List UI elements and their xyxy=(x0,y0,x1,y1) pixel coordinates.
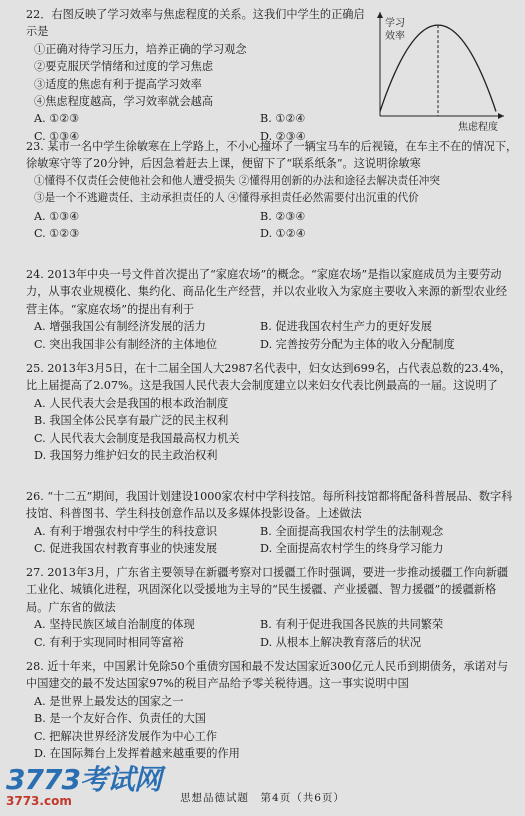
q23-statement-2: ③是一个不逃避责任、主动承担责任的人 ④懂得承担责任必然需要付出沉重的代价 xyxy=(34,192,419,205)
question-25-stem: 25. 2013年3月5日，在十二届全国人大2987名代表中，妇女达到699名，占代表总数的23.4%，比上届提高了2.07%。这是我国人民代表大会制度建立以来妇女代表比例最高的一届。这说明了 xyxy=(26,362,512,393)
q23-options xyxy=(26,208,518,243)
q26-options xyxy=(26,523,518,558)
q22-option-a[interactable]: A. ①②③ xyxy=(34,112,80,126)
x-axis-arrow-icon xyxy=(498,113,504,119)
q27-option-a[interactable]: A. 坚持民族区域自治制度的体现 xyxy=(34,618,195,632)
q22-statement-4: ④焦虑程度越高，学习效率就会越高 xyxy=(34,95,214,109)
page-footer: 思想品德试题 第4页（共6页） xyxy=(180,792,345,804)
site-logo-text: 3773考试网 xyxy=(6,763,161,796)
q28-option-b[interactable]: B. 是一个友好合作、负责任的大国 xyxy=(34,712,206,726)
question-25 xyxy=(26,360,518,464)
question-28-stem: 28. 近十年来，中国累计免除50个重债穷国和最不发达国家近300亿元人民币到期债务，承诺对与中国建交的最不发达国家97%的税目产品给予零关税待遇。这一事实说明中国 xyxy=(26,660,509,691)
question-27 xyxy=(26,564,518,651)
question-23 xyxy=(26,138,518,242)
chart-y-label-2: 效率 xyxy=(385,31,405,42)
q24-option-b[interactable]: B. 促进我国农村生产力的更好发展 xyxy=(260,320,432,334)
q23-option-d[interactable]: D. ①②④ xyxy=(260,227,306,241)
q28-option-c[interactable]: C. 把解决世界经济发展作为中心工作 xyxy=(34,729,218,743)
q23-option-a[interactable]: A. ①③④ xyxy=(34,209,80,223)
q27-option-b[interactable]: B. 有利于促进我国各民族的共同繁荣 xyxy=(260,618,444,632)
q22-statement-1: ①正确对待学习压力，培养正确的学习观念 xyxy=(34,42,247,56)
q22-option-b[interactable]: B. ①②④ xyxy=(260,112,306,126)
question-22-stem: 22．右图反映了学习效率与焦虑程度的关系。这我们中学生的正确启示是 xyxy=(26,8,365,39)
q28-option-a[interactable]: A. 是世界上最发达的国家之一 xyxy=(34,694,184,708)
q24-option-d[interactable]: D. 完善按劳分配为主体的收入分配制度 xyxy=(260,337,455,351)
q27-option-d[interactable]: D. 从根本上解决教育落后的状况 xyxy=(260,635,422,649)
q23-option-b[interactable]: B. ②③④ xyxy=(260,209,306,223)
q25-options xyxy=(26,395,518,465)
q22-option-c[interactable]: C. ①③④ xyxy=(34,129,80,143)
q23-option-c[interactable]: C. ①②③ xyxy=(34,227,80,241)
q22-statement-3: ③适度的焦虑有利于提高学习效率 xyxy=(34,77,202,91)
question-27-stem: 27. 2013年3月，广东省主要领导在新疆考察对口援疆工作时强调，要进一步推动援疆工作向新疆工业化、城镇化进程，巩固深化以受援地为主导的“民生援疆、产业援疆、智力援疆”的援疆新格局。广东省的做法 xyxy=(26,566,509,614)
q26-option-a[interactable]: A. 有利于增强农村中学生的科技意识 xyxy=(34,524,218,538)
question-26-stem: 26. “十二五”期间，我国计划建设1000家农村中学科技馆。每所科技馆都将配备科普展品、数字科技馆、科普图书、学生科技创意作品以及多媒体投影设备。上述做法 xyxy=(26,490,513,521)
chart-x-label: 焦虑程度 xyxy=(458,122,498,133)
q28-option-d[interactable]: D. 在国际舞台上发挥着越来越重要的作用 xyxy=(34,747,240,761)
site-logo-url: 3773.com xyxy=(6,794,72,808)
q24-options xyxy=(26,318,518,353)
q28-options xyxy=(26,693,518,763)
question-26 xyxy=(26,488,518,558)
q26-option-c[interactable]: C. 促进我国农村教育事业的快速发展 xyxy=(34,542,218,556)
q26-option-b[interactable]: B. 全面提高我国农村学生的法制观念 xyxy=(260,524,444,538)
y-axis-arrow-icon xyxy=(377,12,383,18)
q26-option-d[interactable]: D. 全面提高农村学生的终身学习能力 xyxy=(260,542,444,556)
q24-option-c[interactable]: C. 突出我国非公有制经济的主体地位 xyxy=(34,337,218,351)
q25-option-b[interactable]: B. 我国全体公民享有最广泛的民主权利 xyxy=(34,414,229,428)
q24-option-a[interactable]: A. 增强我国公有制经济发展的活力 xyxy=(34,320,206,334)
q23-statement-1: ①懂得不仅责任会使他社会和他人遭受损失 ②懂得用创新的办法和途径去解决责任冲突 xyxy=(34,174,440,187)
chart-y-label-1: 学习 xyxy=(385,18,405,29)
q22-statement-2: ②要克服厌学情绪和过度的学习焦虑 xyxy=(34,60,214,74)
q25-option-c[interactable]: C. 人民代表大会制度是我国最高权力机关 xyxy=(34,431,240,445)
question-24-stem: 24. 2013年中央一号文件首次提出了“家庭农场”的概念。“家庭农场”是指以家庭成员为主要劳动力，从事农业规模化、集约化、商品化生产经营，并以农业收入为家庭主要收入来源的新型农业经营主体。“家庭农场”的提出有利于 xyxy=(26,268,508,316)
question-28 xyxy=(26,658,518,762)
q22-option-d[interactable]: D. ②③④ xyxy=(260,129,306,143)
q25-option-d[interactable]: D. 我国努力维护妇女的民主政治权利 xyxy=(34,449,218,463)
q27-option-c[interactable]: C. 有利于实现同时相同等富裕 xyxy=(34,635,184,649)
q27-options xyxy=(26,616,518,651)
question-23-stem: 23. 某市一名中学生徐敏寒在上学路上，不小心撞坏了一辆宝马车的后视镜，在车主不在的情况下，徐敏寒守等了20分钟，后因急着赶去上课，便留下了“联系纸条”。这说明徐敏寒 xyxy=(26,140,518,171)
q25-option-a[interactable]: A. 人民代表大会是我国的根本政治制度 xyxy=(34,396,229,410)
efficiency-anxiety-chart xyxy=(366,4,514,134)
question-24 xyxy=(26,266,518,353)
